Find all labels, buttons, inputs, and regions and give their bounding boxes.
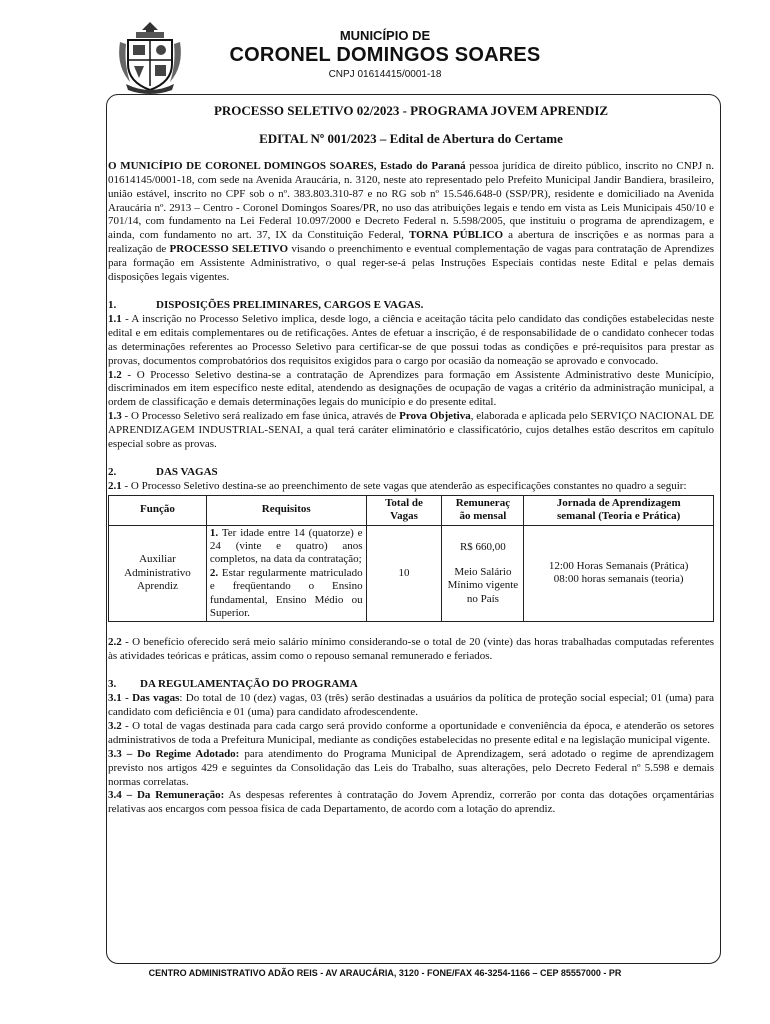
section-3-heading: 3. DA REGULAMENTAÇÃO DO PROGRAMA (108, 678, 358, 691)
clause-2-2: 2.2 - O benefício oferecido será meio salário mínimo considerando-se o total de 20 (vinte) das horas trabalhadas computadas referentes às atividades teóricas e práticas, assim como o repouso semanal remunerado e feriados. (108, 636, 714, 663)
header-requisitos: Requisitos (206, 495, 366, 525)
intro-paragraph: O MUNICÍPIO DE CORONEL DOMINGOS SOARES, Estado do Paraná pessoa jurídica de direito público, inscrito no CNPJ n. 01614145/0001-18, com sede na Avenida Araucária, n. 3120, neste ato representado pelo Prefeito Municipal Jandir Bandiera, brasileiro, união estável, inscrito no CPF sob o nº. 383.803.310-87 e no RG sob nº 15.546.648-0 (SSP/PR), residente e domiciliado na Avenida Araucária nº. 2913 – Centro - Coronel Domingos Soares/PR, no uso das atribuições legais e tendo em vista as Leis Municipais 450/10 e 701/14, com fundamento na Lei Federal 10.097/2000 e Decreto Federal n. 5.598/2005, que instituiu o programa de aprendizagem, e ainda, com fundamento no art. 37, IX da Constituição Federal, TORNA PÚBLICO a abertura de inscrições e as normas para a realização de PROCESSO SELETIVO visando o preenchimento e eventual complementação de vagas para contratação de Aprendizes para formação em Assistente Administrativo, o qual reger-se-á pelas Instruções Especiais contidas neste Edital e pelas demais disposições legais vigentes. (108, 159, 715, 284)
clause-2-1: 2.1 - O Processo Seletivo destina-se ao preenchimento de sete vagas que atenderão as especificações constantes no quadro a seguir: (108, 479, 687, 492)
cell-jornada: 12:00 Horas Semanais (Prática) 08:00 horas semanais (teoria) (524, 525, 714, 622)
section-2-heading: 2. DAS VAGAS (108, 465, 218, 478)
clause-1-2: 1.2 - O Processo Seletivo destina-se a contratação de Aprendizes para formação em Assistente Administrativo deste Município, discriminados em item específico neste edital, atendendo as designações de ocupação de vagas a critério da administração municipal, a ordem de classificação e demais determinações legais do município e do presente edital. (108, 368, 714, 409)
header-funcao: Função (109, 495, 207, 525)
process-title: PROCESSO SELETIVO 02/2023 - PROGRAMA JOVEM APRENDIZ (213, 103, 609, 118)
edital-body (108, 100, 714, 817)
intro-lead: O MUNICÍPIO DE CORONEL DOMINGOS SOARES, Estado do Paraná (108, 159, 466, 172)
cell-remuneracao: R$ 660,00 Meio Salário Mínimo vigente no País (442, 525, 524, 622)
clause-1-1: 1.1 - A inscrição no Processo Seletivo implica, desde logo, a ciência e aceitação tácita pelo candidato das condições estabelecidas neste edital e em editais complementares ou de retificações. Antes de efetuar a inscrição, é de responsabilidade de o candidato conhecer todas as determinações referentes ao Processo Seletivo para certificar-se de que possui todas as condições e pré-requisitos para prestar as provas, documentos comprobatórios dos requisitos exigidos para o cargo por ocasião da nomeação se aprovado e convocado. (108, 312, 714, 367)
footer-address: CENTRO ADMINISTRATIVO ADÃO REIS - AV ARAUCÁRIA, 3120 - FONE/FAX 46-3254-1166 – CEP 85557000 - PR (148, 968, 622, 978)
header-remuneracao: Remuneraç ão mensal (442, 495, 524, 525)
table-header-row (109, 495, 714, 525)
clause-3-3: 3.3 – Do Regime Adotado: para atendimento do Programa Municipal de Aprendizagem, será adotado o regime de aprendizagem previsto nos artigos 429 e seguintes da Consolidação das Leis do Trabalho, suas alterações, pelo Decreto Federal nº 5.598 e demais normas correlatas. (108, 747, 714, 788)
requirement-1: 1. Ter idade entre 14 (quatorze) e 24 (vinte e quatro) anos completos, na data da contratação; (209, 526, 363, 566)
requirement-2: 2. Estar regularmente matriculado e freqüentando o Ensino fundamental, Ensino Médio ou Superior. (209, 566, 363, 619)
municipality-name: CORONEL DOMINGOS SOARES (229, 44, 541, 66)
header-total-vagas: Total de Vagas (366, 495, 442, 525)
cell-requisitos (206, 525, 366, 622)
header-jornada: Jornada de Aprendizagem semanal (Teoria e Prática) (524, 495, 714, 525)
vacancies-table (108, 495, 714, 623)
cnpj-number: CNPJ 01614415/0001-18 (328, 69, 442, 80)
table-row (109, 525, 714, 622)
municipality-label: MUNICÍPIO DE (339, 28, 431, 43)
clause-3-4: 3.4 – Da Remuneração: As despesas referentes à contratação do Jovem Aprendiz, correrão por conta das dotações orçamentárias relativas aos encargos com pessoa física de cada Departamento, de acordo com a lotação do aprendiz. (108, 789, 715, 816)
clause-3-2: 3.2 - O total de vagas destinada para cada cargo será provido conforme a oportunidade e conveniência da época, e atenderão os setores administrativos de toda a Prefeitura Municipal, mediante as condições estabelecidas no presente edital e na legislação municipal vigente. (108, 719, 714, 746)
letterhead (0, 14, 770, 84)
edital-title: EDITAL Nº 001/2023 – Edital de Abertura do Certame (259, 130, 563, 146)
clause-3-1: 3.1 - Das vagas: Do total de 10 (dez) vagas, 03 (três) serão destinadas a usuários da política de proteção social especial; 01 (uma) para candidato com deficiência e 01 (uma) para candidato afrodescendente. (108, 692, 714, 719)
cell-funcao: Auxiliar Administrativo Aprendiz (109, 525, 207, 622)
section-1-heading: 1. DISPOSIÇÕES PRELIMINARES, CARGOS E VAGAS. (108, 298, 424, 311)
cell-total-vagas: 10 (366, 525, 442, 622)
clause-1-3: 1.3 - O Processo Seletivo será realizado em fase única, através de Prova Objetiva, elaborada e aplicada pelo SERVIÇO NACIONAL DE APRENDIZAGEM INDUSTRIAL-SENAI, a qual terá caráter eliminatório e classificatório, cujos detalhes estão descritos em capítulo especial sobre as provas. (108, 410, 714, 451)
